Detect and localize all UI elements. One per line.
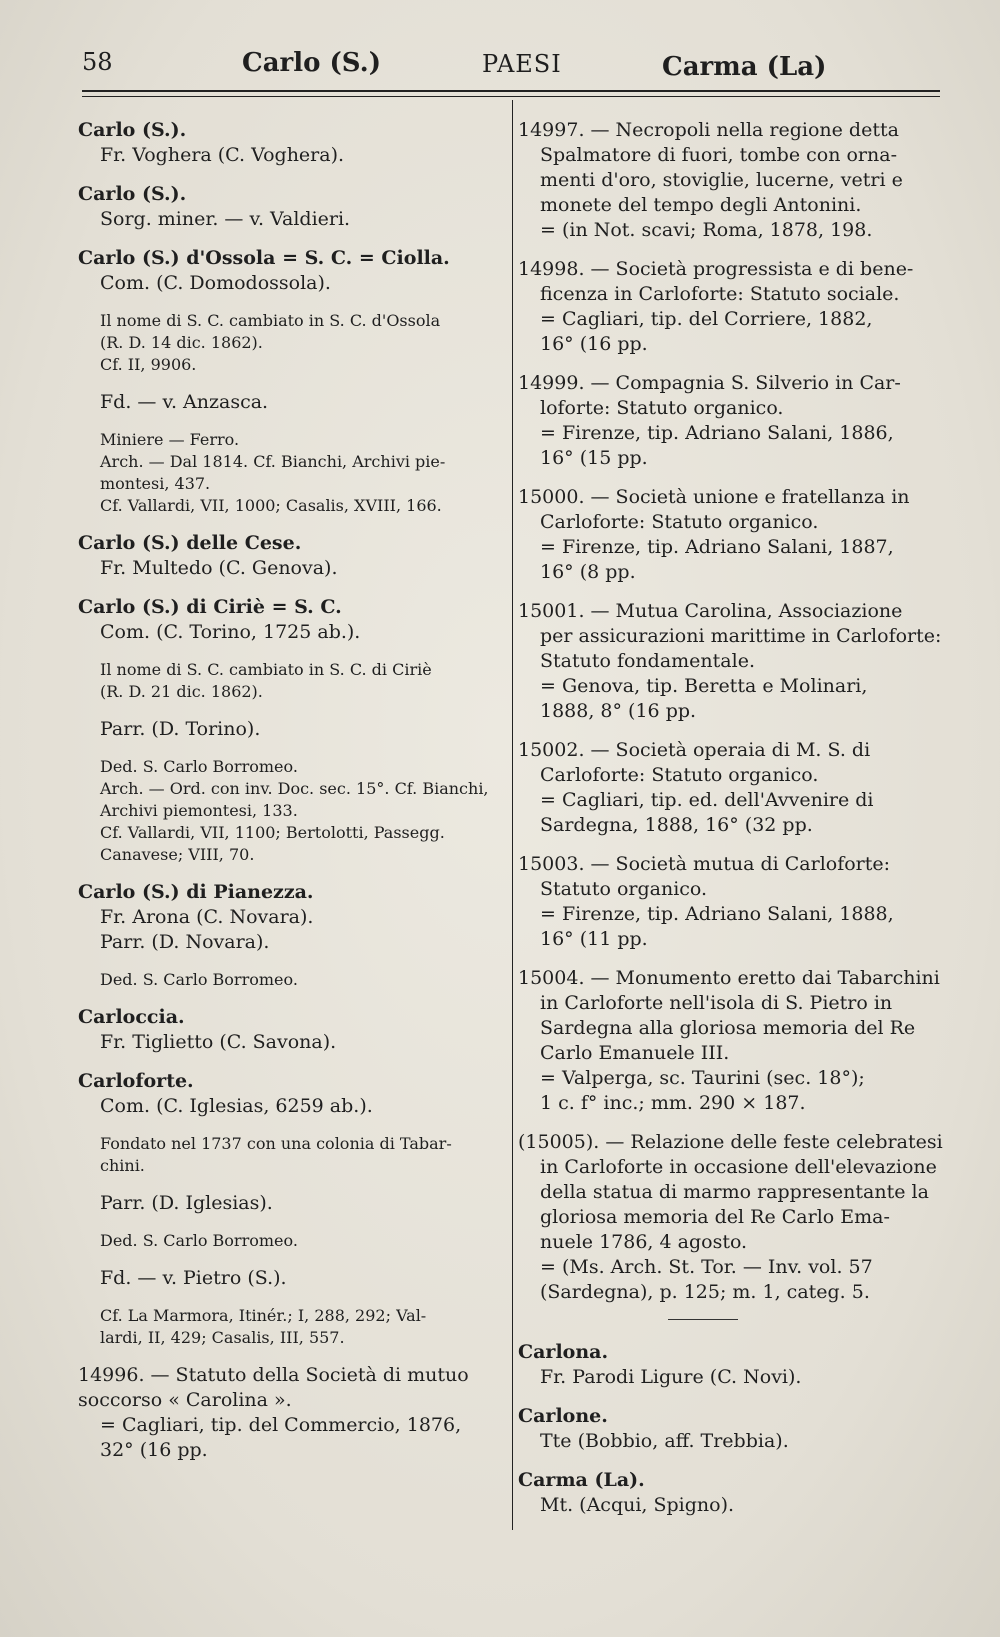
entry-line: gloriosa memoria del Re Carlo Ema-: [540, 1206, 890, 1228]
entry-headword: Carlo (S.).: [78, 183, 187, 205]
right-entry: [518, 852, 942, 952]
entry-note: Arch. — Dal 1814. Cf. Bianchi, Archivi pie-: [100, 452, 446, 471]
left-column: [78, 118, 496, 1477]
entry-note: Ded. S. Carlo Borromeo.: [100, 970, 298, 989]
left-entry: [78, 595, 496, 645]
left-headword: Carlo (S.): [242, 48, 382, 78]
entry-line: 15001. — Mutua Carolina, Associazione: [518, 600, 903, 622]
entry-line: in Carloforte in occasione dell'elevazione: [540, 1156, 937, 1178]
left-entry: [78, 182, 496, 232]
entry-note: Cf. La Marmora, Itinér.; I, 288, 292; Val-: [100, 1306, 427, 1325]
entry-line: = Cagliari, tip. del Commercio, 1876,: [100, 1414, 462, 1436]
entry-line: = Firenze, tip. Adriano Salani, 1886,: [540, 422, 894, 444]
entry-line: 16° (15 pp.: [540, 447, 648, 469]
left-entry: [78, 390, 496, 415]
entry-note: Archivi piemontesi, 133.: [100, 801, 298, 820]
entry-headword: Carlo (S.) delle Cese.: [78, 532, 302, 554]
left-entry: [78, 969, 496, 991]
entry-line: Com. (C. Iglesias, 6259 ab.).: [100, 1095, 373, 1117]
entry-line: (15005). — Relazione delle feste celebratesi: [518, 1131, 943, 1153]
entry-headword: Carma (La).: [518, 1469, 645, 1491]
entry-line: Sardegna alla gloriosa memoria del Re: [540, 1017, 916, 1039]
entry-note: Cf. Vallardi, VII, 1100; Bertolotti, Passegg.: [100, 823, 445, 842]
entry-line: = (in Not. scavi; Roma, 1878, 198.: [540, 219, 873, 241]
entry-line: ficenza in Carloforte: Statuto sociale.: [540, 283, 900, 305]
entry-line: Spalmatore di fuori, tombe con orna-: [540, 144, 897, 166]
running-header: [82, 40, 940, 90]
entry-line: 14998. — Società progressista e di bene-: [518, 258, 914, 280]
entry-line: Fr. Multedo (C. Genova).: [100, 557, 338, 579]
entry-headword: Carlo (S.) di Pianezza.: [78, 881, 314, 903]
entry-line: Fr. Tiglietto (C. Savona).: [100, 1031, 337, 1053]
left-entry: [78, 1266, 496, 1291]
entry-line: (Sardegna), p. 125; m. 1, categ. 5.: [540, 1281, 870, 1303]
left-entry: [78, 531, 496, 581]
left-entry: [78, 880, 496, 955]
right-entry: [518, 966, 942, 1116]
entry-line: Carloforte: Statuto organico.: [540, 764, 819, 786]
entry-note: Ded. S. Carlo Borromeo.: [100, 1231, 298, 1250]
entry-line: soccorso « Carolina ».: [78, 1389, 292, 1411]
entry-note: lardi, II, 429; Casalis, III, 557.: [100, 1328, 345, 1347]
entry-line: Sardegna, 1888, 16° (32 pp.: [540, 814, 813, 836]
entry-headword: Carlo (S.) d'Ossola = S. C. = Ciolla.: [78, 247, 450, 269]
entry-line: Mt. (Acqui, Spigno).: [540, 1494, 735, 1516]
entry-line: monete del tempo degli Antonini.: [540, 194, 862, 216]
entry-line: Statuto fondamentale.: [540, 650, 755, 672]
left-entry: [78, 1133, 496, 1177]
entry-line: 1888, 8° (16 pp.: [540, 700, 697, 722]
entry-line: Tte (Bobbio, aff. Trebbia).: [540, 1430, 789, 1452]
section-separator: [668, 1319, 738, 1320]
left-entry: [78, 1191, 496, 1216]
left-entry: [78, 118, 496, 168]
entry-line: loforte: Statuto organico.: [540, 397, 784, 419]
right-entry: [518, 118, 942, 243]
column-divider: [512, 100, 513, 1530]
entry-note: Cf. II, 9906.: [100, 355, 197, 374]
header-rule-thin: [82, 96, 940, 97]
entry-line: in Carloforte nell'isola di S. Pietro in: [540, 992, 893, 1014]
right-entry: [518, 599, 942, 724]
entry-line: Sorg. miner. — v. Valdieri.: [100, 208, 351, 230]
right-tail-entry: [518, 1404, 942, 1454]
left-entry: [78, 429, 496, 517]
entry-note: montesi, 437.: [100, 474, 211, 493]
entry-note: (R. D. 14 dic. 1862).: [100, 333, 263, 352]
right-column: [518, 118, 942, 1532]
entry-line: = Cagliari, tip. ed. dell'Avvenire di: [540, 789, 874, 811]
entry-line: Fr. Arona (C. Novara).: [100, 906, 314, 928]
entry-line: Parr. (D. Iglesias).: [100, 1192, 273, 1214]
entry-line: 15002. — Società operaia di M. S. di: [518, 739, 871, 761]
entry-headword: Carlo (S.) di Ciriè = S. C.: [78, 596, 342, 618]
page-number: 58: [82, 48, 113, 76]
left-entry: [78, 246, 496, 296]
entry-line: 15003. — Società mutua di Carloforte:: [518, 853, 891, 875]
right-entry: [518, 738, 942, 838]
right-tail-entry: [518, 1468, 942, 1518]
left-entry: [78, 717, 496, 742]
entry-note: Il nome di S. C. cambiato in S. C. di Ciriè: [100, 660, 432, 679]
entry-line: 14996. — Statuto della Società di mutuo: [78, 1364, 469, 1386]
entry-headword: Carlona.: [518, 1341, 609, 1363]
entry-line: 1 c. f° inc.; mm. 290 × 187.: [540, 1092, 806, 1114]
entry-line: Fr. Parodi Ligure (C. Novi).: [540, 1366, 802, 1388]
entry-headword: Carloccia.: [78, 1006, 185, 1028]
entry-line: 16° (11 pp.: [540, 928, 648, 950]
entry-line: = (Ms. Arch. St. Tor. — Inv. vol. 57: [540, 1256, 873, 1278]
entry-note: (R. D. 21 dic. 1862).: [100, 682, 263, 701]
entry-note: Cf. Vallardi, VII, 1000; Casalis, XVIII, 166.: [100, 496, 442, 515]
entry-line: = Cagliari, tip. del Corriere, 1882,: [540, 308, 873, 330]
entry-note: Ded. S. Carlo Borromeo.: [100, 757, 298, 776]
entry-note: Fondato nel 1737 con una colonia di Tabar-: [100, 1134, 452, 1153]
left-entry: [78, 1005, 496, 1055]
entry-line: Fr. Voghera (C. Voghera).: [100, 144, 345, 166]
left-entry: [78, 659, 496, 703]
entry-note: chini.: [100, 1156, 145, 1175]
entry-note: Il nome di S. C. cambiato in S. C. d'Ossola: [100, 311, 441, 330]
right-entry: [518, 485, 942, 585]
entry-line: 15004. — Monumento eretto dai Tabarchini: [518, 967, 940, 989]
right-headword: Carma (La): [662, 52, 827, 82]
entry-line: Carloforte: Statuto organico.: [540, 511, 819, 533]
entry-line: = Genova, tip. Beretta e Molinari,: [540, 675, 868, 697]
entry-line: = Valperga, sc. Taurini (sec. 18°);: [540, 1067, 865, 1089]
entry-line: 14999. — Compagnia S. Silverio in Car-: [518, 372, 901, 394]
entry-headword: Carlone.: [518, 1405, 608, 1427]
entry-note: Arch. — Ord. con inv. Doc. sec. 15°. Cf. Bianchi,: [100, 779, 489, 798]
entry-line: per assicurazioni marittime in Carloforte:: [540, 625, 942, 647]
entry-line: Carlo Emanuele III.: [540, 1042, 730, 1064]
section-title: PAESI: [482, 50, 562, 78]
entry-line: nuele 1786, 4 agosto.: [540, 1231, 748, 1253]
entry-line: 14997. — Necropoli nella regione detta: [518, 119, 899, 141]
left-entry: [78, 1363, 496, 1463]
entry-line: menti d'oro, stoviglie, lucerne, vetri e: [540, 169, 903, 191]
left-entry: [78, 756, 496, 866]
header-rule-thick: [82, 90, 940, 92]
entry-line: Fd. — v. Anzasca.: [100, 391, 269, 413]
entry-line: Fd. — v. Pietro (S.).: [100, 1267, 287, 1289]
entry-line: = Firenze, tip. Adriano Salani, 1888,: [540, 903, 894, 925]
right-entry: [518, 371, 942, 471]
right-entry: [518, 1130, 942, 1305]
entry-line: Parr. (D. Torino).: [100, 718, 261, 740]
entry-headword: Carloforte.: [78, 1070, 194, 1092]
entry-line: della statua di marmo rappresentante la: [540, 1181, 929, 1203]
entry-line: Com. (C. Torino, 1725 ab.).: [100, 621, 361, 643]
entry-note: Miniere — Ferro.: [100, 430, 240, 449]
entry-line: 15000. — Società unione e fratellanza in: [518, 486, 910, 508]
entry-line: Statuto organico.: [540, 878, 708, 900]
entry-headword: Carlo (S.).: [78, 119, 187, 141]
left-entry: [78, 1230, 496, 1252]
left-entry: [78, 1069, 496, 1119]
entry-note: Canavese; VIII, 70.: [100, 845, 255, 864]
entry-line: 16° (16 pp.: [540, 333, 648, 355]
entry-line: 32° (16 pp.: [100, 1439, 208, 1461]
right-entry: [518, 257, 942, 357]
right-tail-entry: [518, 1340, 942, 1390]
entry-line: Com. (C. Domodossola).: [100, 272, 331, 294]
entry-line: 16° (8 pp.: [540, 561, 636, 583]
left-entry: [78, 310, 496, 376]
left-entry: [78, 1305, 496, 1349]
entry-line: Parr. (D. Novara).: [100, 931, 270, 953]
entry-line: = Firenze, tip. Adriano Salani, 1887,: [540, 536, 894, 558]
